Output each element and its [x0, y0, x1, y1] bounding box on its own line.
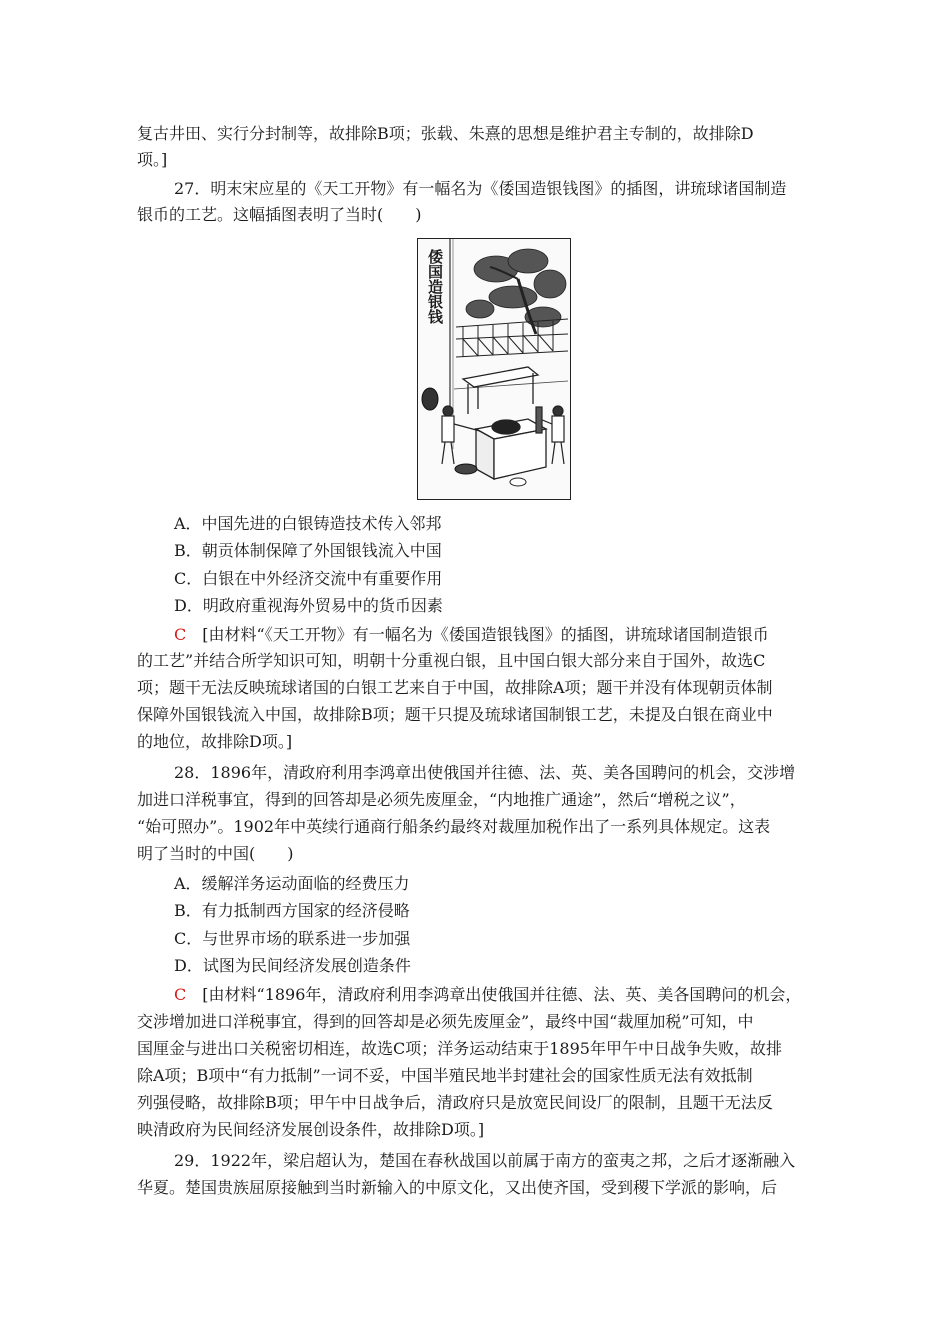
- q28-stem-line-1: 28．1896年，清政府利用李鸿章出使俄国并往德、法、英、美各国聘问的机会，交涉增: [174, 763, 796, 782]
- q28-explanation-line-3: 国厘金与进出口关税密切相连，故选C项；洋务运动结束于1895年甲午中日战争失败，故排: [137, 1039, 782, 1058]
- q29-stem-line-1: 29．1922年，梁启超认为，楚国在春秋战国以前属于南方的蛮夷之邦，之后才逐渐融入: [174, 1151, 796, 1170]
- q28-option-d: D．试图为民间经济发展创造条件: [174, 956, 411, 975]
- q28-explanation-line-2: 交涉增加进口洋税事宜，得到的回答却是必须先废厘金”，最终中国“裁厘加税”可知，中: [137, 1012, 754, 1031]
- q29-stem-line-2: 华夏。楚国贵族屈原接触到当时新输入的中原文化，又出使齐国，受到稷下学派的影响，后: [137, 1178, 778, 1197]
- q28-option-c: C．与世界市场的联系进一步加强: [174, 929, 411, 948]
- q28-answer: C: [174, 985, 187, 1004]
- q27-explanation-line-2: 的工艺”并结合所学知识可知，明朝十分重视白银，且中国白银大部分来自于国外，故选C: [137, 651, 766, 670]
- q28-option-a: A．缓解洋务运动面临的经费压力: [174, 874, 410, 893]
- q27-option-d: D．明政府重视海外贸易中的货币因素: [174, 596, 443, 615]
- q27-stem-line-1: 27．明末宋应星的《天工开物》有一幅名为《倭国造银钱图》的插图，讲琉球诸国制造: [174, 179, 787, 198]
- q28-explanation-line-4: 除A项；B项中“有力抵制”一词不妥，中国半殖民地半封建社会的国家性质无法有效抵制: [137, 1066, 753, 1085]
- q27-explanation-line-3: 项；题干无法反映琉球诸国的白银工艺来自于中国，故排除A项；题干并没有体现朝贡体制: [137, 678, 773, 697]
- q28-option-b: B．有力抵制西方国家的经济侵略: [174, 901, 410, 920]
- q27-explanation-line-5: 的地位，故排除D项。]: [137, 732, 293, 751]
- q28-stem-line-4: 明了当时的中国( ): [137, 844, 294, 863]
- q27-answer: C: [174, 625, 187, 644]
- q28-stem-line-3: “始可照办”。1902年中英续行通商行船条约最终对裁厘加税作出了一系列具体规定。这表: [137, 817, 771, 836]
- q28-explanation-line-6: 映清政府为民间经济发展创设条件，故排除D项。]: [137, 1120, 485, 1139]
- q27-stem-line-2: 银币的工艺。这幅插图表明了当时( ): [137, 205, 422, 224]
- q27-option-b: B．朝贡体制保障了外国银钱流入中国: [174, 541, 442, 560]
- woguo-silver-illustration: [417, 238, 571, 500]
- q28-stem-line-2: 加进口洋税事宜，得到的回答却是必须先废厘金，“内地推广通途”，然后“增税之议”，: [137, 790, 746, 809]
- illustration-title: 倭国造银钱: [426, 249, 444, 324]
- intro-line-2: 项。]: [137, 150, 168, 169]
- q27-explanation-line-1: C [由材料“《天工开物》有一幅名为《倭国造银钱图》的插图，讲琉球诸国制造银币: [174, 625, 769, 644]
- intro-line-1: 复古井田、实行分封制等，故排除B项；张载、朱熹的思想是维护君主专制的，故排除D: [137, 124, 754, 143]
- q27-explanation-line-4: 保障外国银钱流入中国，故排除B项；题干只提及琉球诸国制银工艺，未提及白银在商业中: [137, 705, 773, 724]
- q28-explanation-line-5: 列强侵略，故排除B项；甲午中日战争后，清政府只是放宽民间设厂的限制，且题干无法反: [137, 1093, 773, 1112]
- q27-option-c: C．白银在中外经济交流中有重要作用: [174, 569, 443, 588]
- q27-option-a: A．中国先进的白银铸造技术传入邻邦: [174, 514, 442, 533]
- q28-explanation-line-1: C [由材料“1896年，清政府利用李鸿章出使俄国并往德、法、英、美各国聘问的机会，: [174, 985, 802, 1004]
